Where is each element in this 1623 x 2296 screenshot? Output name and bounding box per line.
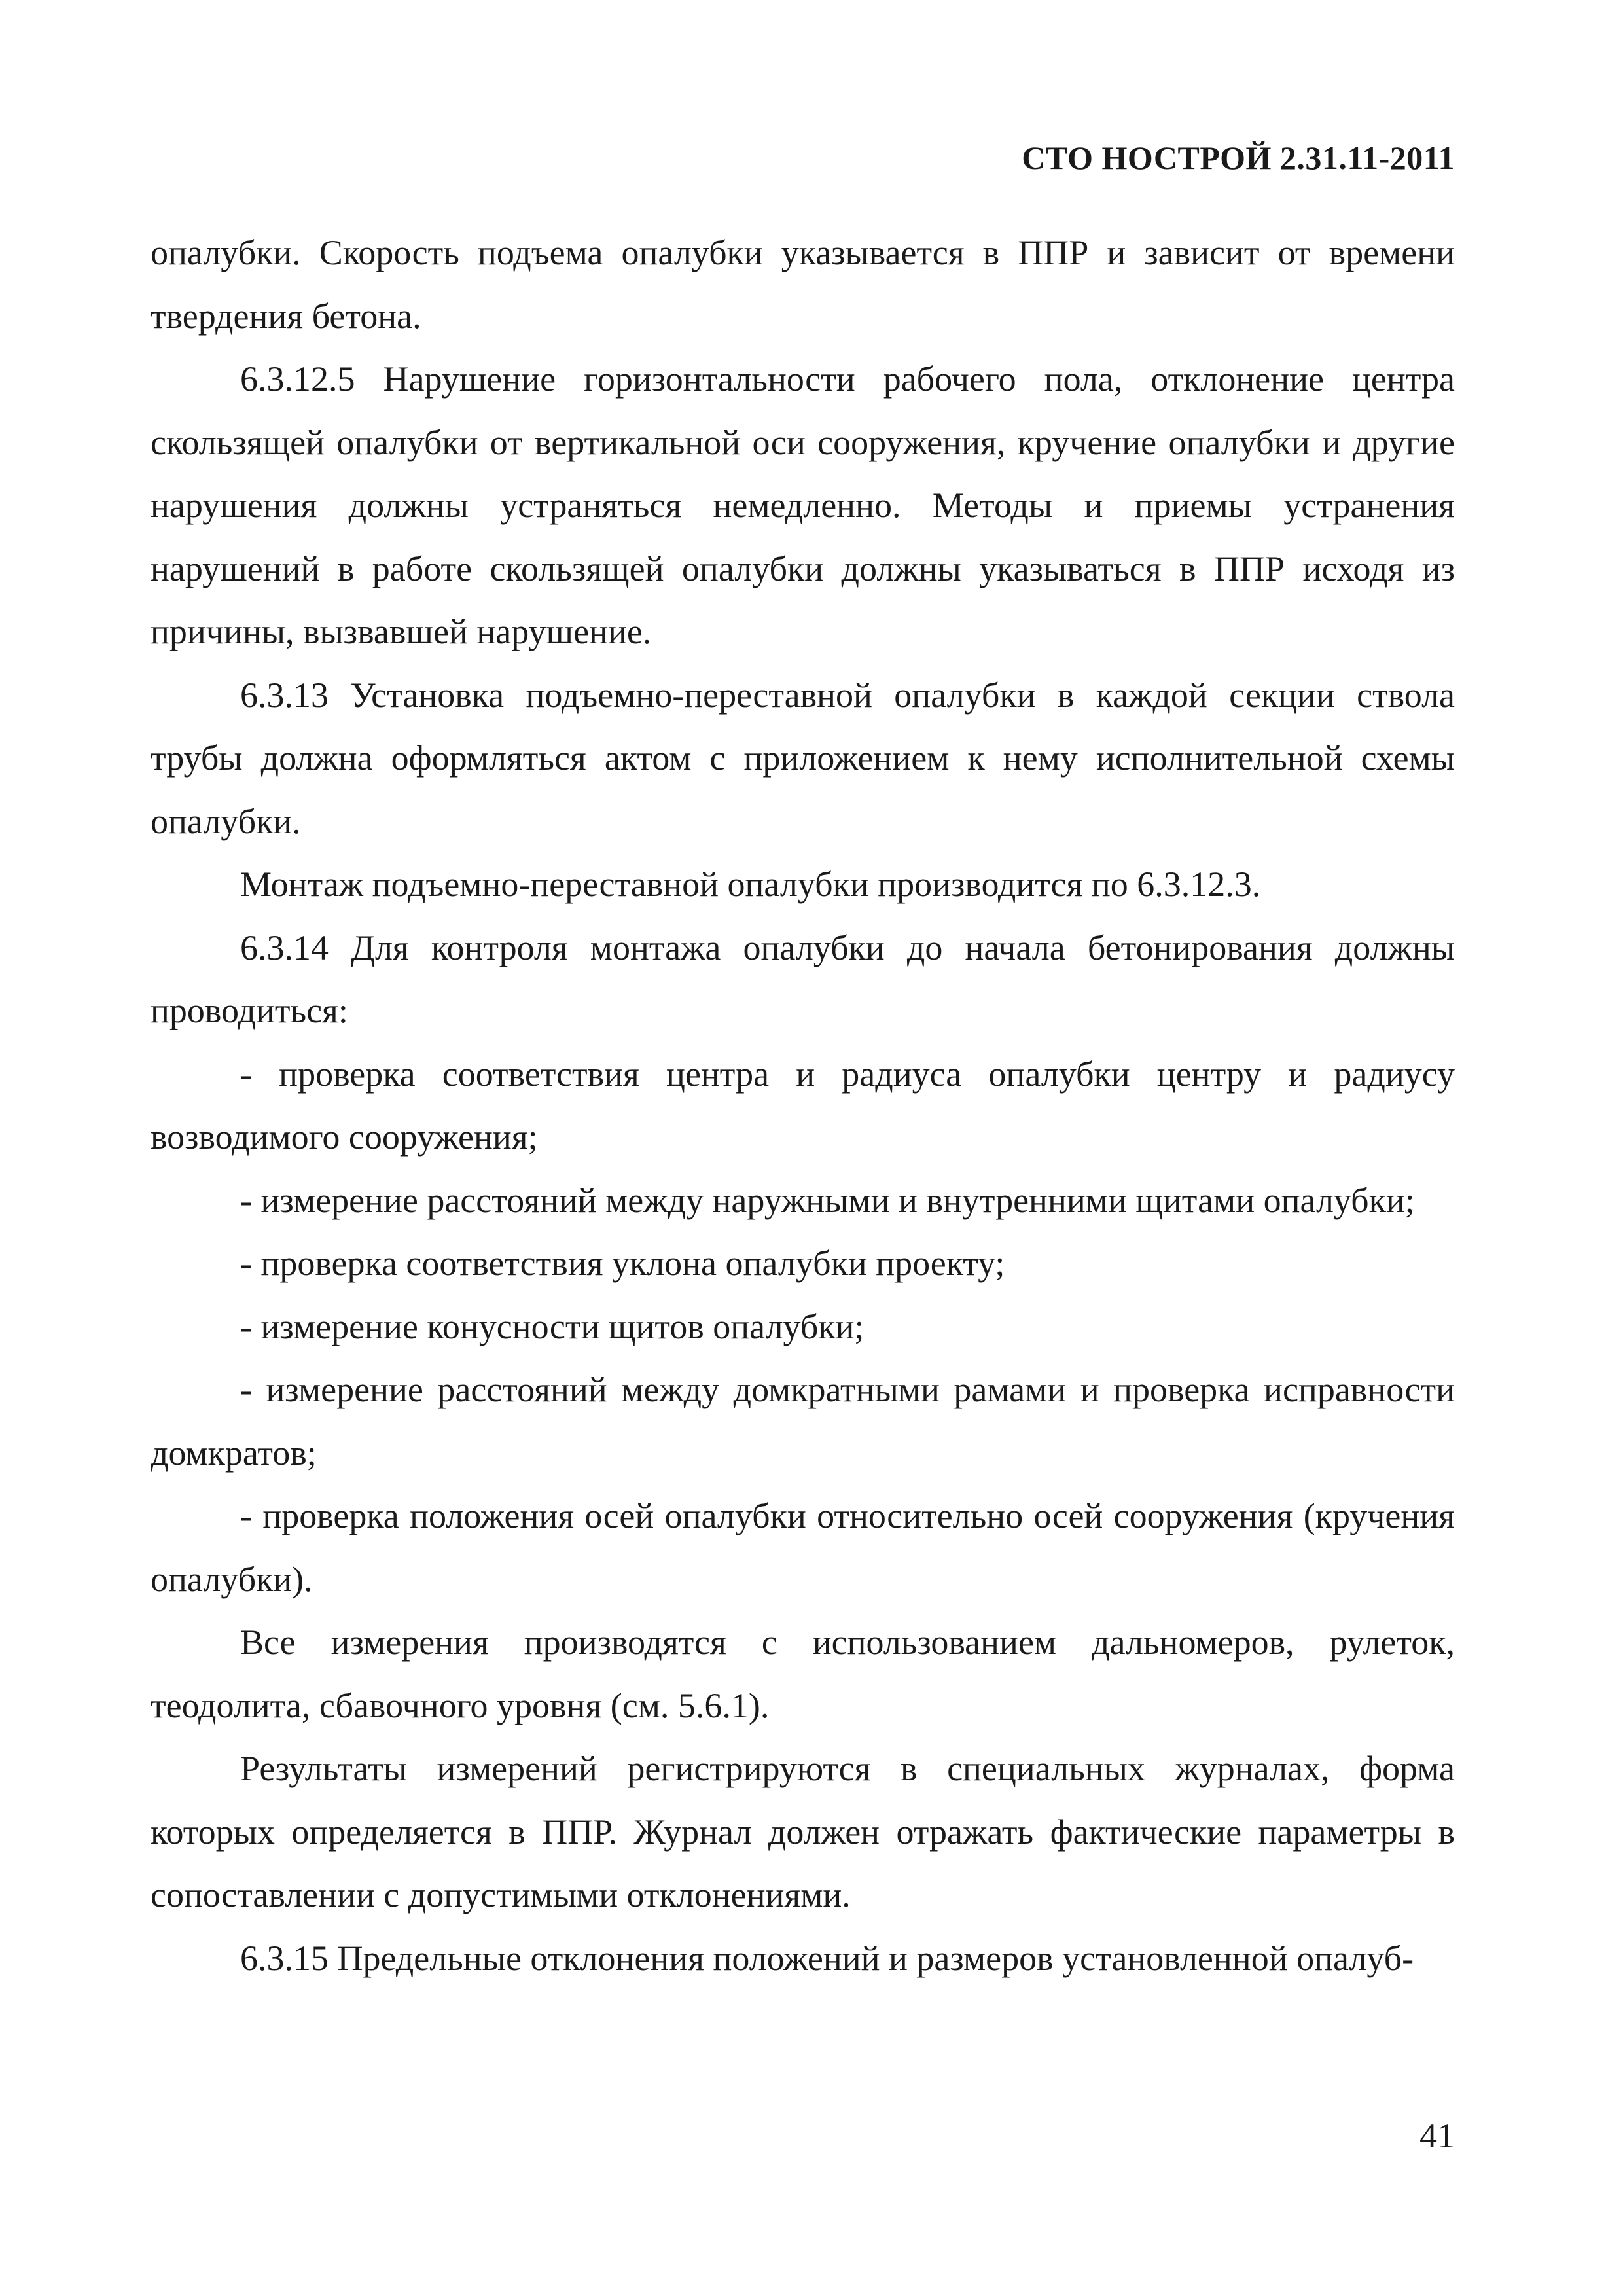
- paragraph-montage: Монтаж подъемно-переставной опалубки производится по 6.3.12.3.: [240, 865, 1261, 904]
- paragraph-6-3-12-5: 6.3.12.5 Нарушение горизонтальности рабочего пола, отклонение центра скользящей опалубки от вертикальной оси сооружения, кручение опалубки и другие нарушения должны устраняться немедленно. Методы и приемы устранения нарушений в работе скользящей опалубки должны указываться в ППР исходя из причины, вызвавшей нарушение.: [151, 359, 1455, 651]
- list-item: - проверка соответствия уклона опалубки проекту;: [240, 1244, 1005, 1283]
- paragraph-6-3-14: 6.3.14 Для контроля монтажа опалубки до начала бетонирования должны проводиться:: [151, 927, 1455, 1030]
- list-item: - проверка положения осей опалубки относительно осей сооружения (кручения опалубки).: [151, 1496, 1455, 1599]
- list-item: - измерение конусности щитов опалубки;: [240, 1306, 865, 1346]
- paragraph-6-3-13: 6.3.13 Установка подъемно-переставной опалубки в каждой секции ствола трубы должна оформляться актом с приложением к нему исполнительной схемы опалубки.: [151, 675, 1455, 841]
- document-code-header: СТО НОСТРОЙ 2.31.11-2011: [1022, 139, 1455, 176]
- list-item: - измерение расстояний между домкратными рамами и проверка исправности домкратов;: [151, 1370, 1455, 1473]
- page-number: 41: [1419, 2116, 1455, 2155]
- body-text: [151, 221, 1455, 1990]
- paragraph-continuation: опалубки. Скорость подъема опалубки указывается в ППР и зависит от времени твердения бетона.: [151, 233, 1455, 336]
- list-item: - измерение расстояний между наружными и внутренними щитами опалубки;: [240, 1180, 1415, 1220]
- paragraph-6-3-15: 6.3.15 Предельные отклонения положений и размеров установленной опалуб-: [240, 1938, 1414, 1978]
- paragraph-results: Результаты измерений регистрируются в специальных журналах, форма которых определяется в ППР. Журнал должен отражать фактические параметры в сопоставлении с допустимыми отклонениями.: [151, 1749, 1455, 1914]
- list-item: - проверка соответствия центра и радиуса опалубки центру и радиусу возводимого сооружения;: [151, 1054, 1455, 1157]
- paragraph-measurements: Все измерения производятся с использованием дальномеров, рулеток, теодолита, сбавочного уровня (см. 5.6.1).: [151, 1623, 1455, 1725]
